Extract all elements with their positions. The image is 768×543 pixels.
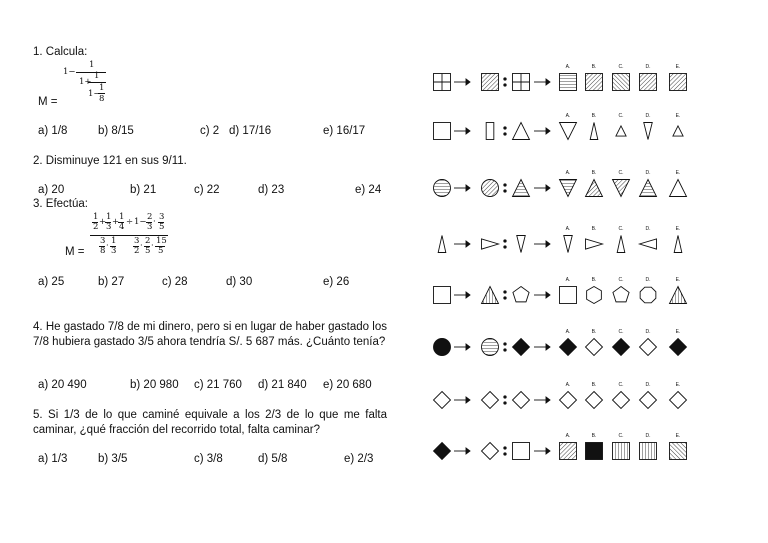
question-1-m-label: M = <box>38 96 58 108</box>
figure-shape <box>482 239 499 249</box>
colon-dot <box>504 349 506 351</box>
figure-shape <box>560 392 577 409</box>
option-letter: E. <box>675 433 681 439</box>
option-letter: E. <box>675 277 681 283</box>
figure-shape <box>640 239 657 249</box>
figure-shape <box>560 123 577 140</box>
option-letter: E. <box>675 170 681 176</box>
figure-shape <box>640 392 657 409</box>
figure-shape <box>586 392 603 409</box>
colon-dot <box>504 84 506 86</box>
figure-shape <box>640 74 657 91</box>
arrow-head <box>546 448 550 454</box>
figure-shape <box>586 74 603 91</box>
figure-shape <box>674 236 682 253</box>
figure-shape <box>513 392 530 409</box>
figure-shape <box>434 392 451 409</box>
option-letter: A. <box>565 226 571 232</box>
figure-shape <box>586 339 603 356</box>
figure-shape <box>640 339 657 356</box>
figure-shape <box>513 339 530 356</box>
figure-shape <box>482 339 499 356</box>
colon-dot <box>504 402 506 404</box>
figure-shape <box>613 392 630 409</box>
option-letter: B. <box>591 277 597 283</box>
figure-shape <box>670 74 687 91</box>
arrow-head <box>466 185 470 191</box>
option-letter: C. <box>618 170 624 176</box>
figure-shape <box>560 339 577 356</box>
figure-shape <box>670 443 687 460</box>
option-letter: A. <box>565 277 571 283</box>
figure-shape <box>513 123 530 140</box>
option-letter: A. <box>565 382 571 388</box>
colon-dot <box>504 127 506 129</box>
arrow-head <box>466 79 470 85</box>
arrow-head <box>546 397 550 403</box>
option-letter: C. <box>618 277 624 283</box>
option-letter: C. <box>618 64 624 70</box>
question-2-text: 2. Disminuye 121 en sus 9/11. <box>33 155 187 167</box>
arrow-head <box>466 397 470 403</box>
option-letter: D. <box>645 329 651 335</box>
figure-shape <box>482 392 499 409</box>
figure-shape <box>482 180 499 197</box>
figure-shape <box>438 236 446 253</box>
figure-shape <box>560 180 577 197</box>
figure-shape <box>670 339 687 356</box>
arrow-head <box>546 185 550 191</box>
option-letter: C. <box>618 329 624 335</box>
arrow-head <box>546 344 550 350</box>
option-letter: D. <box>645 277 651 283</box>
figure-shape <box>640 443 657 460</box>
option-letter: C. <box>618 433 624 439</box>
option-letter: B. <box>591 382 597 388</box>
colon-dot <box>504 453 506 455</box>
figure-shape <box>434 287 451 304</box>
colon-dot <box>504 246 506 248</box>
arrow-head <box>466 241 470 247</box>
figure-shape <box>434 339 451 356</box>
option-letter: E. <box>675 226 681 232</box>
question-3-m-label: M = <box>65 246 85 258</box>
arrow-head <box>546 292 550 298</box>
option-letter: D. <box>645 433 651 439</box>
colon-dot <box>504 133 506 135</box>
figure-shape <box>586 180 603 197</box>
option-letter: B. <box>591 329 597 335</box>
option-letter: D. <box>645 113 651 119</box>
colon-dot <box>504 78 506 80</box>
arrow-head <box>466 292 470 298</box>
option-letter: A. <box>565 113 571 119</box>
figure-shape <box>586 239 603 249</box>
arrow-head <box>466 448 470 454</box>
figure-shape <box>434 123 451 140</box>
figure-shape <box>434 443 451 460</box>
colon-dot <box>504 447 506 449</box>
figure-shape <box>613 443 630 460</box>
colon-dot <box>504 184 506 186</box>
figure-shape <box>673 126 683 136</box>
figure-shape <box>560 287 577 304</box>
option-letter: C. <box>618 113 624 119</box>
arrow-head <box>546 79 550 85</box>
colon-dot <box>504 240 506 242</box>
colon-dot <box>504 291 506 293</box>
figure-shape <box>517 236 526 253</box>
figure-shape <box>670 287 687 304</box>
option-letter: D. <box>645 170 651 176</box>
option-letter: A. <box>565 64 571 70</box>
figure-shape <box>613 180 630 197</box>
figure-shape <box>482 287 499 304</box>
question-3-text: 3. Efectúa: <box>33 198 88 210</box>
option-letter: E. <box>675 64 681 70</box>
option-letter: E. <box>675 113 681 119</box>
figure-shape <box>513 443 530 460</box>
figure-shape <box>640 287 656 303</box>
figure-shape <box>590 123 598 140</box>
arrow-head <box>546 128 550 134</box>
figure-shape <box>613 74 630 91</box>
figure-shape <box>482 443 499 460</box>
figure-shape <box>434 180 451 197</box>
figure-shape <box>513 180 530 197</box>
question-1-title: 1. Calcula: <box>33 46 88 58</box>
option-letter: B. <box>591 64 597 70</box>
option-letter: D. <box>645 382 651 388</box>
figure-shape <box>640 180 657 197</box>
option-letter: B. <box>591 433 597 439</box>
figure-shape <box>613 339 630 356</box>
option-letter: B. <box>591 113 597 119</box>
option-letter: D. <box>645 226 651 232</box>
figure-shape <box>644 123 653 140</box>
figure-shape <box>560 74 577 91</box>
option-letter: A. <box>565 329 571 335</box>
option-letter: B. <box>591 170 597 176</box>
arrow-head <box>546 241 550 247</box>
colon-dot <box>504 396 506 398</box>
option-letter: D. <box>645 64 651 70</box>
figure-shape <box>617 236 625 253</box>
option-letter: A. <box>565 170 571 176</box>
figure-shape <box>486 123 494 140</box>
colon-dot <box>504 343 506 345</box>
figure-shape <box>587 287 602 304</box>
colon-dot <box>504 297 506 299</box>
question-5-text: 5. Si 1/3 de lo que caminé equivale a los 2/3 de lo que me falta caminar, ¿qué fracción del recorrido total, falta caminar? <box>33 409 387 436</box>
figure-shape <box>513 287 529 302</box>
colon-dot <box>504 190 506 192</box>
figure-shape <box>670 392 687 409</box>
figure-shape <box>613 287 629 302</box>
arrow-head <box>466 344 470 350</box>
figure-shape <box>560 443 577 460</box>
figure-shape <box>586 443 603 460</box>
option-letter: E. <box>675 329 681 335</box>
arrow-head <box>466 128 470 134</box>
option-letter: C. <box>618 226 624 232</box>
option-letter: C. <box>618 382 624 388</box>
figure-shape <box>482 74 499 91</box>
option-letter: E. <box>675 382 681 388</box>
question-4-text: 4. He gastado 7/8 de mi dinero, pero si en lugar de haber gastado los 7/8 hubiera gastado 3/5 ahora tendría S/. 5 687 más. ¿Cuánto tenía? <box>33 321 387 348</box>
option-letter: B. <box>591 226 597 232</box>
figure-shape <box>616 126 626 136</box>
figure-shape <box>564 236 573 253</box>
option-letter: A. <box>565 433 571 439</box>
figure-shape <box>670 180 687 197</box>
